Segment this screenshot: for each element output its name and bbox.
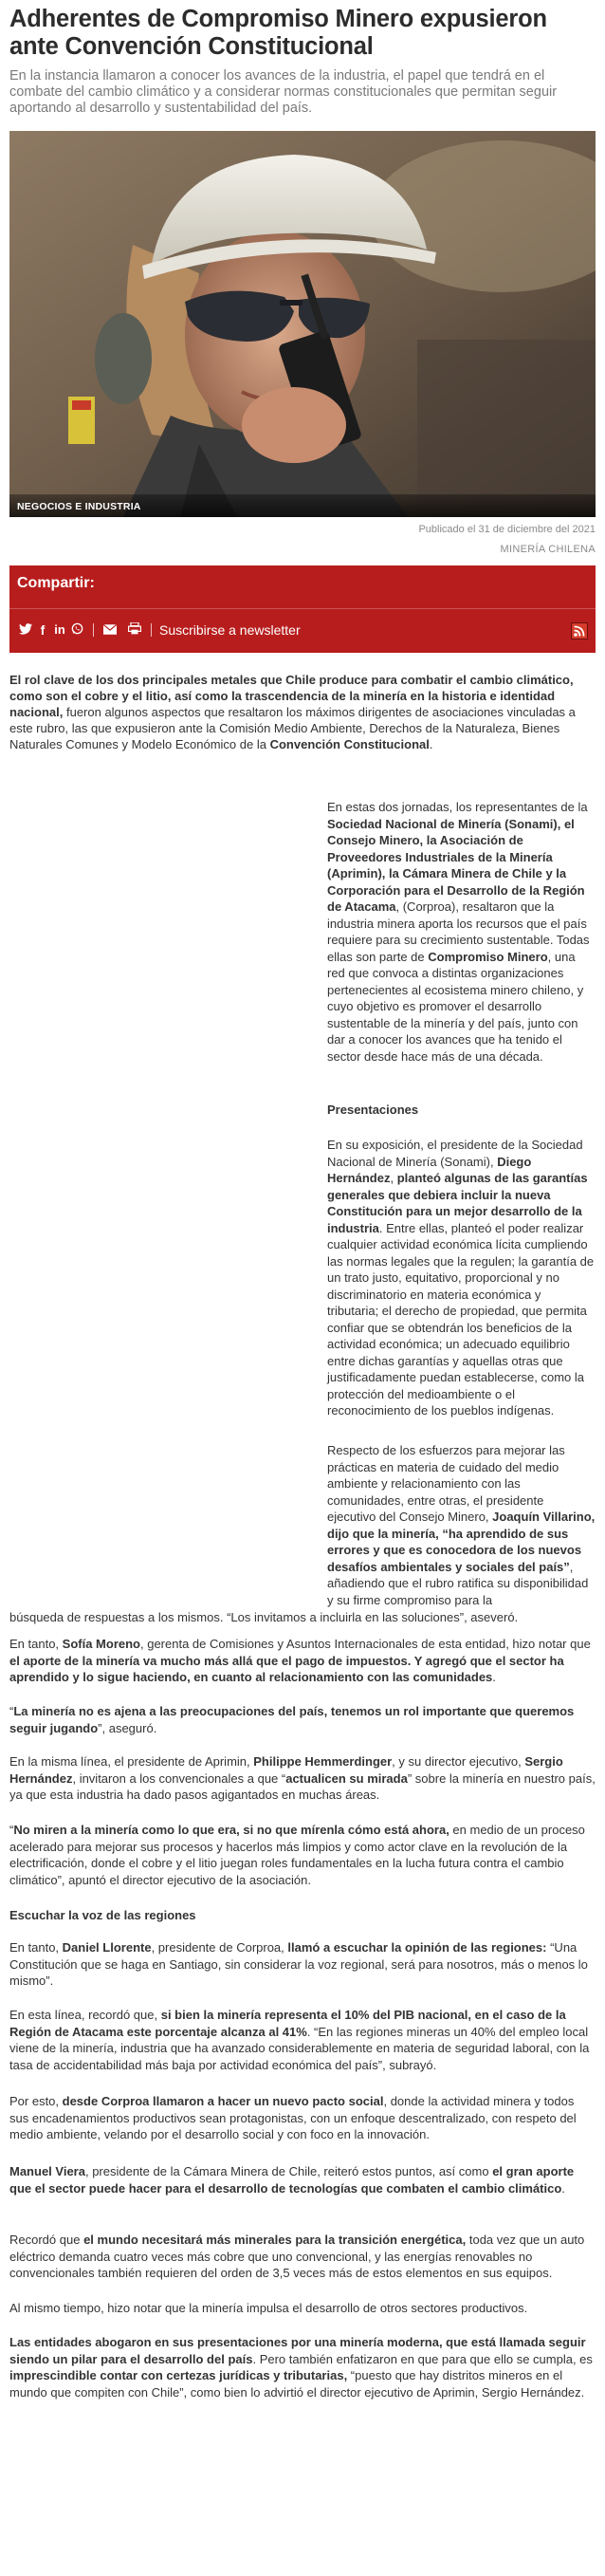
bold-run: si bien la minería representa el 10% del PIB nacional, en el caso de la Región de Atacama este porcentaje alcanza al 41% bbox=[9, 2008, 566, 2039]
text-run: “ bbox=[9, 1704, 14, 1718]
text-run: ” sobre la minería en nuestro país, ya que esta industria ha dado pasos agigantados en muchas áreas. bbox=[9, 1770, 596, 1802]
text-run: En su exposición, el presidente de la Sociedad Nacional de Minería (Sonami), bbox=[327, 1138, 583, 1169]
paragraph-14 bbox=[9, 2334, 596, 2400]
text-run: Al mismo tiempo, hizo notar que la minería impulsa el desarrollo de otros sectores productivos. bbox=[9, 2301, 528, 2315]
paragraph-3-tail: búsqueda de respuestas a los mismos. “Los invitamos a incluirla en las soluciones”, aseveró. bbox=[9, 1610, 519, 1624]
share-separator-2 bbox=[151, 623, 152, 637]
image-category-tag bbox=[9, 494, 596, 517]
whatsapp-icon[interactable] bbox=[68, 622, 85, 638]
publish-date: Publicado el 31 de diciembre del 2021 bbox=[418, 524, 596, 535]
text-run: . bbox=[561, 2180, 565, 2196]
paragraph-12 bbox=[9, 2232, 596, 2282]
paragraph-2 bbox=[327, 1137, 596, 1419]
bold-run: actualicen su mirada bbox=[285, 1770, 408, 1786]
article-title: Adherentes de Compromiso Minero expusieron ante Convención Constitucional bbox=[9, 6, 547, 60]
share-title: Compartir: bbox=[17, 575, 95, 591]
linkedin-icon[interactable]: in bbox=[54, 622, 65, 637]
text-run: , y su director ejecutivo, bbox=[392, 1754, 525, 1769]
text-run: “Una Constitución que se haga en Santiago, sin considerar la voz regional, será para nosotros, más o menos lo mismo”. bbox=[9, 1940, 588, 1988]
email-icon[interactable] bbox=[101, 622, 119, 638]
paragraph-1 bbox=[327, 799, 596, 1065]
text-run: , donde la actividad minera y todos sus encadenamientos productivos sean protagonistas, con un enfoque descentralizado, con respeto del medio ambiente, velando por el desarrollo social y con foco en la innovación. bbox=[9, 2094, 577, 2141]
text-run: Respecto de los esfuerzos para mejorar las prácticas en materia de cuidado del medio ambiente y relacionamiento con las comunidades, entre otras, el presidente ejecutivo del Consejo Minero, bbox=[327, 1443, 565, 1524]
bold-run: Sociedad Nacional de Minería (Sonami), el Consejo Minero, la Asociación de Proveedores Industriales de la Minería (Aprimin), la Cámara Minera de Chile y la Corporación para el Desarrollo de la Región de Atacama bbox=[327, 816, 585, 914]
facebook-icon[interactable]: f bbox=[40, 622, 46, 638]
text-run: , invitaron a los convencionales a que “ bbox=[72, 1770, 286, 1786]
print-icon[interactable] bbox=[126, 622, 143, 638]
text-run: , (Corproa), resaltaron que la industria minera aporta los recursos que el país requiere para su crecimiento sustentable. Todas ellas son parte de bbox=[327, 899, 590, 964]
text-run: en medio de un proceso acelerado para mejorar sus procesos y hacerlos más limpios y como actor clave en la revolución de la electrificación, donde el cobre y el litio juegan roles fundamentales en la lucha futura contra el cambio climático”, apuntó el director ejecutivo de la asociación. bbox=[9, 1823, 585, 1887]
share-divider bbox=[9, 608, 596, 609]
hero-photo bbox=[9, 131, 596, 517]
bold-run: Compromiso Minero bbox=[428, 949, 548, 964]
text-run: . bbox=[492, 1670, 496, 1684]
bold-run: La minería no es ajena a las preocupaciones del país, tenemos un rol importante que queremos seguir jugando bbox=[9, 1704, 575, 1735]
hero-image bbox=[9, 131, 596, 517]
text-run: “puesto que hay distritos mineros en el mundo que compiten con Chile”, como bien lo advirtió el director ejecutivo de Aprimin, Sergio Hernández. bbox=[9, 2368, 585, 2400]
paragraph-6 bbox=[9, 1753, 596, 1804]
text-run: En estas dos jornadas, los representantes de la bbox=[327, 800, 588, 814]
text-run: Por esto, bbox=[9, 2094, 63, 2108]
bold-run: Sofía Moreno bbox=[62, 1637, 140, 1651]
text-run: En esta línea, recordó que, bbox=[9, 2008, 161, 2022]
image-category-label: NEGOCIOS E INDUSTRIA bbox=[17, 501, 141, 512]
text-run: . Pero también enfatizaron en que para que ello se cumpla, es bbox=[252, 2351, 593, 2366]
intro-paragraph bbox=[9, 672, 596, 752]
rss-icon[interactable] bbox=[571, 622, 588, 639]
bold-run: el mundo necesitará más minerales para la transición energética, bbox=[83, 2233, 467, 2247]
text-run: toda vez que un auto eléctrico demanda cuatro veces más cobre que uno convencional, y las energías renovables no convencionales también requieren del orden de 3,5 veces más de estos elementos en sus equipos. bbox=[9, 2233, 585, 2280]
bold-run: Las entidades abogaron en sus presentaciones por una minería moderna, que está llamada seguir siendo un pilar para el desarrollo del país bbox=[9, 2335, 586, 2366]
paragraph-7 bbox=[9, 1822, 596, 1888]
bold-run: No miren a la minería como lo que era, si no que mírenla cómo está ahora, bbox=[13, 1823, 449, 1837]
bold-run: Convención Constitucional bbox=[269, 737, 430, 751]
bold-run: El rol clave de los dos principales metales que Chile produce para combatir el cambio climático, como son el cobre y el litio, así como la trascendencia de la minería en la historia e identidad nacional, bbox=[9, 673, 574, 719]
bold-run: Daniel Llorente bbox=[62, 1940, 152, 1955]
paragraph-4 bbox=[9, 1636, 596, 1686]
paragraph-5 bbox=[9, 1703, 596, 1736]
bold-run: llamó a escuchar la opinión de las regiones: bbox=[287, 1940, 547, 1955]
text-run: En tanto, bbox=[9, 1940, 63, 1955]
text-run: “ bbox=[9, 1823, 14, 1837]
bold-run: Philippe Hemmerdinger bbox=[253, 1754, 393, 1769]
bold-run: desde Corproa llamaron a hacer un nuevo pacto social bbox=[62, 2094, 384, 2108]
bold-run: Joaquín Villarino, dijo que la minería, “ha aprendido de sus errores y que es conocedora de los nuevos desafíos ambientales y sociales del país” bbox=[327, 1510, 596, 1574]
share-separator bbox=[93, 623, 94, 637]
bold-run: planteó algunas de las garantías generales que debiera incluir la nueva Constitución para un mejor desarrollo de la industria bbox=[327, 1171, 588, 1235]
text-run: . “En las regiones mineras un 40% del empleo local viene de la minería, industria que ha avanzado considerablemente en materia de seguridad laboral, con la tasa de accidentabilidad más baja por actividad económica del país”, subrayó. bbox=[9, 2024, 590, 2072]
text-run: En tanto, bbox=[9, 1637, 63, 1651]
bold-run: Sergio Hernández bbox=[9, 1754, 563, 1786]
text-run: ”, aseguró. bbox=[98, 1720, 157, 1735]
text-run: , una red que convoca a distintas organizaciones pertenecientes al ecosistema minero chileno, y cuyo objetivo es promover el desarrollo sustentable de la minería y del país, junto con dar a conocer los avances que ha tenido el sector desde hace más de una década. bbox=[327, 949, 584, 1064]
paragraph-9 bbox=[9, 2007, 596, 2073]
paragraph-3 bbox=[327, 1442, 596, 1608]
text-run: En la misma línea, el presidente de Aprimin, bbox=[9, 1754, 254, 1769]
share-icons bbox=[17, 622, 301, 638]
article bbox=[9, 0, 596, 752]
paragraph-11 bbox=[9, 2163, 596, 2196]
bold-run: Diego Hernández bbox=[327, 1154, 532, 1185]
paragraph-8 bbox=[9, 1939, 596, 1990]
bold-run: imprescindible contar con certezas jurídicas y tributarias, bbox=[9, 2368, 348, 2382]
bold-run: el gran aporte que el sector puede hacer para el desarrollo de tecnologías que combaten el cambio climático bbox=[9, 2164, 575, 2196]
article-lead: En la instancia llamaron a conocer los avances de la industria, el papel que tendrá en el combate del cambio climático y a considerar normas constitucionales que permitan seguir aportando al desarrollo y sustentabilidad del país. bbox=[9, 68, 558, 116]
text-run: , presidente de Corproa, bbox=[151, 1940, 288, 1955]
subheading-presentaciones: Presentaciones bbox=[327, 1103, 419, 1117]
source-label: MINERÍA CHILENA bbox=[500, 544, 596, 555]
text-run: , presidente de la Cámara Minera de Chile, reiteró estos puntos, así como bbox=[84, 2164, 493, 2178]
text-run: . bbox=[429, 737, 433, 751]
subheading-regiones: Escuchar la voz de las regiones bbox=[9, 1908, 196, 1922]
newsletter-link[interactable]: Suscribirse a newsletter bbox=[159, 622, 301, 638]
text-run: fueron algunos aspectos que resaltaron los máximos dirigentes de asociaciones vinculadas a este rubro, las que expusieron ante la Comisión Medio Ambiente, Derechos de la Naturaleza, Bienes Naturales Comunes y Modelo Económico de la bbox=[9, 705, 576, 751]
bold-run: el aporte de la minería va mucho más allá que el pago de impuestos. Y agregó que el sector ha aprendido y lo sigue haciendo, en cuanto al relacionamiento con las comunidades bbox=[9, 1653, 564, 1684]
bold-run: Manuel Viera bbox=[9, 2164, 85, 2178]
text-run: , bbox=[390, 1171, 397, 1185]
publication-meta bbox=[9, 523, 596, 556]
text-run: Recordó que bbox=[9, 2233, 84, 2247]
text-run: , añadiendo que el rubro ratifica su disponibilidad y su firme compromiso para la bbox=[327, 1559, 589, 1607]
paragraph-13 bbox=[9, 2300, 596, 2317]
paragraph-10 bbox=[9, 2093, 596, 2143]
text-run: . Entre ellas, planteó el poder realizar cualquier actividad económica lícita cumpliendo las normas legales que la regulen; la garantía de un trato justo, equitativo, proporcional y no discriminatorio en materia económica y tributaria; el derecho de propiedad, que permita confiar que se obtendrán los beneficios de la actividad económica; un adecuado equilibrio entre dichas garantías y aquellas otras que justificadamente puedan establecerse, como la protección del medioambiente o el reconocimiento de los pueblos indígenas. bbox=[327, 1220, 595, 1418]
twitter-icon[interactable] bbox=[17, 622, 34, 638]
text-run: , gerenta de Comisiones y Asuntos Internacionales de esta entidad, hizo notar que bbox=[140, 1637, 591, 1651]
share-bar bbox=[9, 565, 596, 653]
